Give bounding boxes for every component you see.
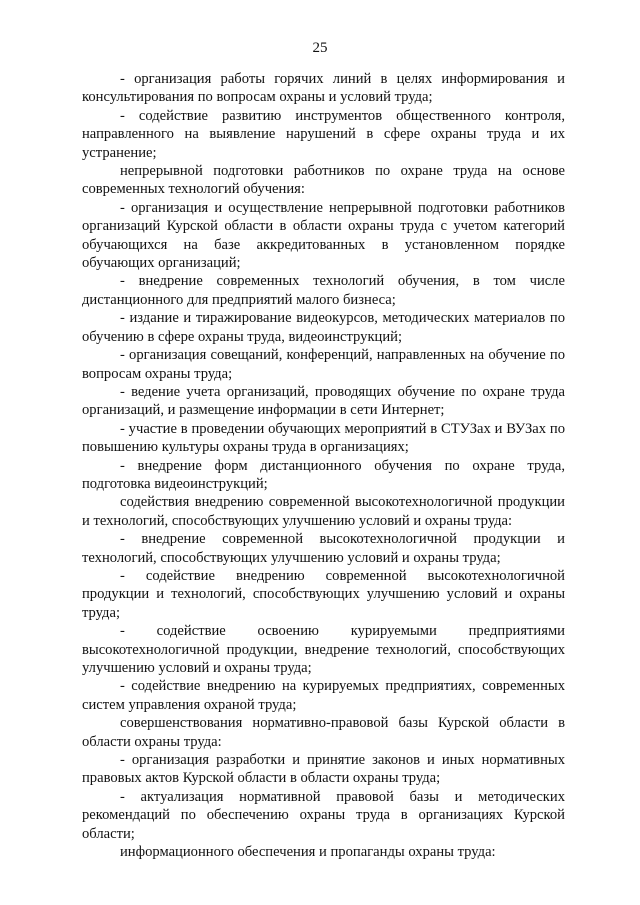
paragraph: непрерывной подготовки работников по охране труда на основе современных технологий обучения: [82, 163, 565, 198]
paragraph: - содействие внедрению современной высокотехнологичной продукции и технологий, способствующих улучшению условий и охраны труда; [82, 567, 565, 621]
paragraph: - организация совещаний, конференций, направленных на обучение по вопросам охраны труда; [82, 347, 565, 382]
paragraph: информационного обеспечения и пропаганды охраны труда: [120, 844, 496, 861]
paragraph: совершенствования нормативно-правовой базы Курской области в области охраны труда: [82, 715, 565, 750]
paragraph: - издание и тиражирование видеокурсов, методических материалов по обучению в сфере охраны труда, видеоинструкций; [82, 310, 565, 345]
body-text [82, 70, 565, 861]
paragraph: - организация разработки и принятие законов и иных нормативных правовых актов Курской области в области охраны труда; [82, 752, 565, 787]
paragraph: - внедрение форм дистанционного обучения по охране труда, подготовка видеоинструкций; [82, 457, 565, 492]
paragraph: - ведение учета организаций, проводящих обучение по охране труда организаций, и размещение информации в сети Интернет; [82, 383, 565, 419]
paragraph: - внедрение современной высокотехнологичной продукции и технологий, способствующих улучшению условий и охраны труда; [82, 531, 565, 566]
paragraph: - содействие развитию инструментов общественного контроля, направленного на выявление нарушений в сфере охраны труда и их устранение; [82, 107, 565, 161]
paragraph: - актуализация нормативной правовой базы и методических рекомендаций по обеспечению охраны труда в организациях Курской области; [82, 788, 565, 842]
paragraph: - организация и осуществление непрерывной подготовки работников организаций Курской области в области охраны труда с учетом категорий обучающихся на базе аккредитованных в установленном порядке обучающих организаций; [82, 199, 565, 272]
paragraph: - внедрение современных технологий обучения, в том числе дистанционного для предприятий малого бизнеса; [82, 273, 565, 308]
paragraph: содействия внедрению современной высокотехнологичной продукции и технологий, способствующих улучшению условий и охраны труда: [82, 494, 565, 529]
paragraph: - организация работы горячих линий в целях информирования и консультирования по вопросам охраны и условий труда; [82, 71, 565, 106]
page-number: 25 [312, 40, 328, 56]
paragraph: - участие в проведении обучающих мероприятий в СТУЗах и ВУЗах по повышению культуры охраны труда в организациях; [82, 420, 565, 456]
paragraph: - содействие внедрению на курируемых предприятиях, современных систем управления охраной труда; [82, 678, 565, 713]
paragraph: - содействие освоению курируемыми предприятиями высокотехнологичной продукции, внедрение технологий, способствующих улучшению условий и охраны труда; [82, 623, 565, 676]
